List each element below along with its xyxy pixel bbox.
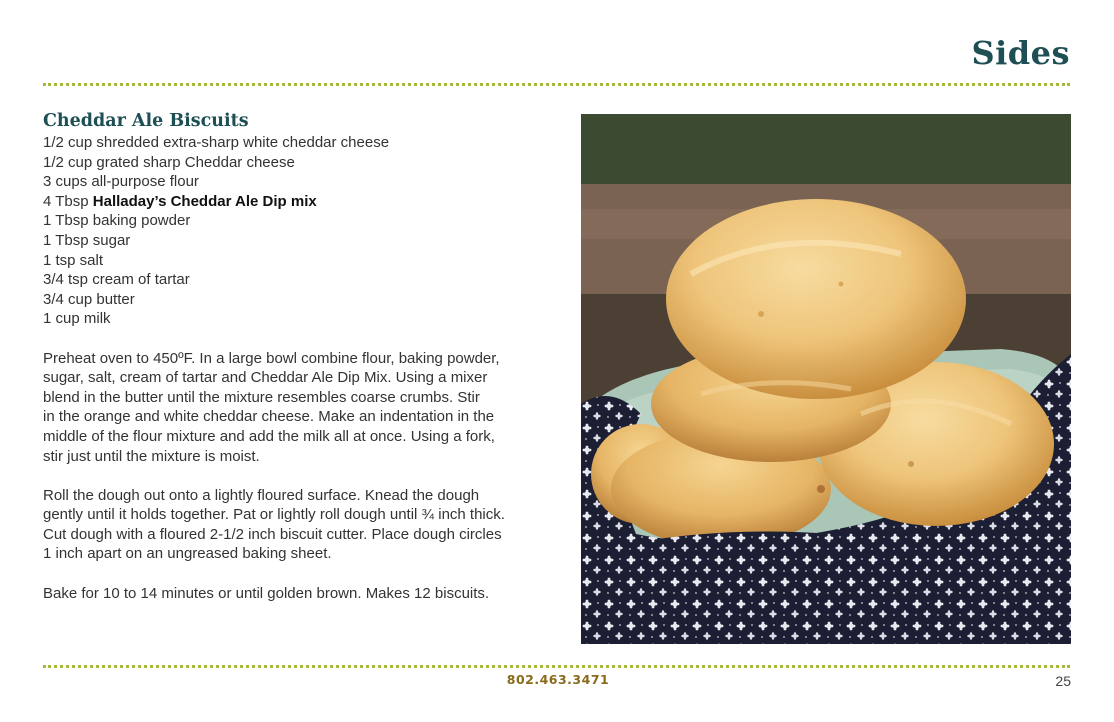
recipe — [43, 110, 553, 603]
instruction-line: in the orange and white cheddar cheese. Make an indentation in the — [43, 408, 495, 426]
ingredient-item: 1/2 cup shredded extra-sharp white cheddar cheese — [43, 134, 390, 151]
instruction-paragraph — [43, 349, 553, 467]
instructions — [43, 349, 553, 604]
top-divider — [43, 83, 1070, 86]
instruction-line: Bake for 10 to 14 minutes or until golden brown. Makes 12 biscuits. — [43, 584, 490, 602]
instruction-line: Cut dough with a floured 2-1/2 inch biscuit cutter. Place dough circles — [43, 525, 502, 543]
ingredient-item: 3/4 cup butter — [43, 290, 135, 308]
ingredient-list — [43, 133, 553, 329]
ingredient-item: 1 tsp salt — [43, 251, 104, 269]
page-header — [43, 30, 1070, 88]
bottom-divider — [43, 665, 1070, 668]
ingredient-amount: 4 Tbsp — [43, 192, 93, 210]
instruction-line: sugar, salt, cream of tartar and Cheddar Ale Dip Mix. Using a mixer — [43, 369, 488, 387]
section-title: Sides — [971, 34, 1070, 72]
footer-phone — [0, 672, 1114, 687]
recipe-title: Cheddar Ale Biscuits — [43, 111, 249, 131]
ingredient-item — [43, 192, 553, 212]
instruction-paragraph — [43, 486, 553, 564]
instruction-paragraph — [43, 584, 553, 604]
instruction-line: middle of the flour mixture and add the milk all at once. Using a fork, — [43, 427, 495, 445]
instruction-line: Preheat oven to 450ºF. In a large bowl combine flour, baking powder, — [43, 349, 500, 367]
instruction-line: 1 inch apart on an ungreased baking sheet. — [43, 545, 332, 563]
ingredient-item: 1 Tbsp sugar — [43, 231, 131, 249]
instruction-line: blend in the butter until the mixture resembles coarse crumbs. Stir — [43, 388, 480, 406]
instruction-line: gently until it holds together. Pat or lightly roll dough until ¾ inch thick. — [43, 506, 505, 524]
ingredient-item: 1/2 cup grated sharp Cheddar cheese — [43, 153, 295, 171]
product-name: Halladay’s Cheddar Ale Dip mix — [92, 192, 317, 210]
ingredient-item: 1 cup milk — [43, 310, 111, 328]
page-number: 25 — [1055, 673, 1071, 689]
instruction-line: Roll the dough out onto a lightly floured surface. Knead the dough — [43, 486, 480, 504]
phone-number: 802.463.3471 — [506, 672, 610, 687]
biscuits-in-bowl-image — [581, 114, 1071, 644]
ingredient-item: 1 Tbsp baking powder — [43, 212, 191, 230]
ingredient-item: 3/4 tsp cream of tartar — [43, 271, 190, 289]
ingredient-item: 3 cups all-purpose flour — [43, 173, 199, 191]
instruction-line: stir just until the mixture is moist. — [43, 447, 260, 465]
biscuits-photo — [581, 114, 1071, 644]
